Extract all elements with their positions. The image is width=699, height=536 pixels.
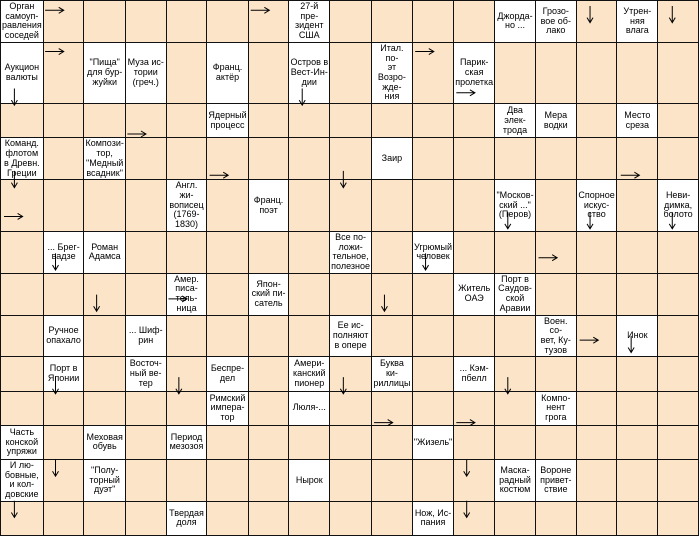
clue-cell: Место среза (617, 104, 657, 137)
answer-cell[interactable] (536, 138, 576, 179)
answer-cell[interactable] (577, 392, 617, 425)
answer-cell[interactable] (577, 502, 617, 535)
answer-cell[interactable] (413, 316, 453, 357)
clue-cell: "Москов- ский ..." (Перов) (495, 180, 535, 231)
answer-cell[interactable] (44, 1, 84, 42)
answer-cell[interactable] (330, 502, 371, 535)
answer-cell[interactable] (44, 460, 84, 501)
answer-cell[interactable] (167, 316, 207, 357)
answer-cell[interactable] (249, 357, 289, 390)
answer-cell[interactable] (1, 104, 43, 137)
clue-cell: Грозо- вое об- лако (536, 1, 576, 42)
answer-cell[interactable] (413, 43, 453, 103)
answer-cell[interactable] (249, 502, 289, 535)
answer-cell[interactable] (1, 274, 43, 315)
answer-cell[interactable] (495, 502, 535, 535)
answer-cell[interactable] (1, 316, 43, 357)
answer-cell[interactable] (536, 426, 576, 459)
answer-cell[interactable] (1, 392, 43, 425)
clue-cell: Джорда- но ... (495, 1, 535, 42)
answer-cell[interactable] (495, 426, 535, 459)
answer-cell[interactable] (249, 392, 289, 425)
answer-cell[interactable] (372, 426, 412, 459)
answer-cell[interactable] (617, 138, 657, 179)
answer-cell[interactable] (289, 104, 329, 137)
answer-cell[interactable] (372, 502, 412, 535)
answer-cell[interactable] (84, 1, 124, 42)
answer-cell[interactable] (207, 426, 247, 459)
clue-cell: Два элек- трода (495, 104, 535, 137)
clue-cell: Римский импера- тор (207, 392, 247, 425)
answer-cell[interactable] (84, 274, 124, 315)
clue-cell: Нырок (289, 460, 329, 501)
answer-cell[interactable] (44, 104, 84, 137)
answer-cell[interactable] (413, 1, 453, 42)
answer-cell[interactable] (126, 180, 166, 231)
answer-cell[interactable] (167, 1, 207, 42)
answer-cell[interactable] (289, 426, 329, 459)
answer-cell[interactable] (658, 392, 698, 425)
answer-cell[interactable] (249, 43, 289, 103)
answer-cell[interactable] (44, 180, 84, 231)
answer-cell[interactable] (126, 502, 166, 535)
clue-cell: Спорное искус- ство (577, 180, 617, 231)
answer-cell[interactable] (658, 502, 698, 535)
answer-cell[interactable] (372, 274, 412, 315)
answer-cell[interactable] (1, 180, 43, 231)
answer-cell[interactable] (413, 180, 453, 231)
answer-cell[interactable] (577, 460, 617, 501)
clue-cell: Люля-... (289, 392, 329, 425)
answer-cell[interactable] (84, 180, 124, 231)
answer-cell[interactable] (126, 460, 166, 501)
answer-cell[interactable] (617, 460, 657, 501)
answer-cell[interactable] (495, 138, 535, 179)
answer-cell[interactable] (167, 43, 207, 103)
answer-cell[interactable] (84, 104, 124, 137)
answer-cell[interactable] (207, 502, 247, 535)
answer-cell[interactable] (207, 316, 247, 357)
clue-cell: ... Брег- вадзе (44, 232, 84, 273)
answer-cell[interactable] (207, 460, 247, 501)
answer-cell[interactable] (126, 1, 166, 42)
answer-cell[interactable] (330, 138, 371, 179)
answer-cell[interactable] (577, 43, 617, 103)
answer-cell[interactable] (372, 392, 412, 425)
answer-cell[interactable] (617, 274, 657, 315)
answer-cell[interactable] (44, 426, 84, 459)
clue-cell: "Жизель" (413, 426, 453, 459)
answer-cell[interactable] (1, 357, 43, 390)
answer-cell[interactable] (536, 180, 576, 231)
answer-cell[interactable] (1, 502, 43, 535)
clue-cell: 27-й пре- зидент США (289, 1, 329, 42)
answer-cell[interactable] (495, 357, 535, 390)
answer-cell[interactable] (495, 392, 535, 425)
answer-cell[interactable] (577, 316, 617, 357)
answer-cell[interactable] (617, 357, 657, 390)
answer-cell[interactable] (249, 426, 289, 459)
answer-cell[interactable] (330, 460, 371, 501)
answer-cell[interactable] (454, 316, 494, 357)
answer-cell[interactable] (289, 274, 329, 315)
answer-cell[interactable] (658, 357, 698, 390)
answer-cell[interactable] (126, 104, 166, 137)
clue-cell: Команд. флотом в Древн. Греции (1, 138, 43, 179)
clue-cell: Аукцион валюты (1, 43, 43, 103)
answer-cell[interactable] (249, 138, 289, 179)
answer-cell[interactable] (536, 43, 576, 103)
answer-cell[interactable] (126, 392, 166, 425)
clue-cell: Парик- ская пролетка (454, 43, 494, 103)
answer-cell[interactable] (413, 392, 453, 425)
clue-cell: Неви- димка, болото (658, 180, 698, 231)
clue-cell: Франц. поэт (249, 180, 289, 231)
clue-cell: Компо- нент грога (536, 392, 576, 425)
clue-cell: И лю- бовные, и кол- довские (1, 460, 43, 501)
answer-cell[interactable] (126, 274, 166, 315)
answer-cell[interactable] (207, 1, 247, 42)
clue-cell: Ее ис- полняют в опере (330, 316, 371, 357)
answer-cell[interactable] (617, 180, 657, 231)
answer-cell[interactable] (289, 138, 329, 179)
answer-cell[interactable] (167, 138, 207, 179)
clue-cell: Роман Адамса (84, 232, 124, 273)
answer-cell[interactable] (454, 180, 494, 231)
answer-cell[interactable] (126, 426, 166, 459)
answer-cell[interactable] (249, 460, 289, 501)
answer-cell[interactable] (454, 502, 494, 535)
answer-cell[interactable] (577, 104, 617, 137)
clue-cell: Ядерный процесс (207, 104, 247, 137)
answer-cell[interactable] (413, 138, 453, 179)
clue-cell: Беспре- дел (207, 357, 247, 390)
answer-cell[interactable] (330, 1, 371, 42)
answer-cell[interactable] (536, 502, 576, 535)
answer-cell[interactable] (372, 180, 412, 231)
answer-cell[interactable] (84, 357, 124, 390)
answer-cell[interactable] (126, 138, 166, 179)
clue-cell: Амери- канский пионер (289, 357, 329, 390)
answer-cell[interactable] (330, 104, 371, 137)
answer-cell[interactable] (167, 357, 207, 390)
answer-cell[interactable] (454, 460, 494, 501)
answer-cell[interactable] (454, 1, 494, 42)
answer-cell[interactable] (658, 316, 698, 357)
clue-cell: Остров в Вест-Ин- дии (289, 43, 329, 103)
answer-cell[interactable] (249, 1, 289, 42)
answer-cell[interactable] (495, 232, 535, 273)
answer-cell[interactable] (207, 180, 247, 231)
answer-cell[interactable] (330, 180, 371, 231)
answer-cell[interactable] (167, 460, 207, 501)
clue-cell: Твердая доля (167, 502, 207, 535)
answer-cell[interactable] (167, 104, 207, 137)
answer-cell[interactable] (454, 392, 494, 425)
answer-cell[interactable] (577, 232, 617, 273)
clue-cell: Вороне привет- ствие (536, 460, 576, 501)
answer-cell[interactable] (658, 43, 698, 103)
answer-cell[interactable] (658, 138, 698, 179)
answer-cell[interactable] (330, 43, 371, 103)
clue-cell: Нож, Ис- пания (413, 502, 453, 535)
clue-cell: Муза ис- тории (греч.) (126, 43, 166, 103)
answer-cell[interactable] (617, 232, 657, 273)
answer-cell[interactable] (658, 274, 698, 315)
answer-cell[interactable] (495, 43, 535, 103)
clue-cell: "Полу- торный дуэт" (84, 460, 124, 501)
answer-cell[interactable] (413, 104, 453, 137)
answer-cell[interactable] (126, 232, 166, 273)
clue-cell: Порт в Японии (44, 357, 84, 390)
answer-cell[interactable] (658, 460, 698, 501)
clue-cell: Япон- ский пи- сатель (249, 274, 289, 315)
clue-cell: ... Кэм- пбелл (454, 357, 494, 390)
answer-cell[interactable] (413, 274, 453, 315)
answer-cell[interactable] (617, 43, 657, 103)
answer-cell[interactable] (330, 357, 371, 390)
answer-cell[interactable] (44, 43, 84, 103)
clue-cell: Инок (617, 316, 657, 357)
answer-cell[interactable] (658, 232, 698, 273)
clue-cell: Часть конской упряжи (1, 426, 43, 459)
answer-cell[interactable] (658, 426, 698, 459)
answer-cell[interactable] (617, 502, 657, 535)
clue-cell: Орган самоуп- равления соседей (2, 1, 42, 41)
clue-cell: Ручное опахало (44, 316, 84, 357)
answer-cell[interactable] (454, 104, 494, 137)
clue-cell: Меховая обувь (84, 426, 124, 459)
answer-cell[interactable] (44, 392, 84, 425)
answer-cell[interactable] (577, 426, 617, 459)
clue-cell: Угрюмый человек (413, 232, 453, 273)
answer-cell[interactable] (84, 502, 124, 535)
clue-cell: Воен. со- вет, Ку- тузов (536, 316, 576, 357)
clue-cell: "Пища" для бур- жуйки (84, 43, 124, 103)
answer-cell[interactable] (372, 232, 412, 273)
answer-cell[interactable] (454, 232, 494, 273)
clue-cell: Компози- тор, "Медный всадник" (85, 138, 124, 178)
answer-cell[interactable] (207, 274, 247, 315)
clue-cell: Период мезозоя (167, 426, 207, 459)
answer-cell[interactable] (249, 104, 289, 137)
answer-cell[interactable] (84, 392, 124, 425)
clue-cell: Утрен- няя влага (617, 1, 657, 42)
answer-cell[interactable] (454, 138, 494, 179)
answer-cell[interactable] (413, 357, 453, 390)
clue-cell: Франц. актёр (207, 43, 247, 103)
clue-cell: Все по- ложи- тельное, полезное (331, 231, 371, 271)
answer-cell[interactable] (330, 274, 371, 315)
answer-cell[interactable] (617, 426, 657, 459)
answer-cell[interactable] (658, 104, 698, 137)
answer-cell[interactable] (495, 316, 535, 357)
answer-cell[interactable] (289, 316, 329, 357)
answer-cell[interactable] (289, 232, 329, 273)
answer-cell[interactable] (372, 104, 412, 137)
answer-cell[interactable] (207, 232, 247, 273)
answer-cell[interactable] (577, 357, 617, 390)
answer-cell[interactable] (372, 1, 412, 42)
clue-cell: Житель ОАЭ (454, 274, 494, 315)
answer-cell[interactable] (44, 274, 84, 315)
clue-cell: Заир (372, 138, 412, 179)
answer-cell[interactable] (289, 180, 329, 231)
answer-cell[interactable] (577, 274, 617, 315)
clue-cell: Маска- радный костюм (495, 460, 535, 501)
answer-cell[interactable] (413, 460, 453, 501)
answer-cell[interactable] (454, 426, 494, 459)
answer-cell[interactable] (536, 274, 576, 315)
clue-cell: Буква ки- риллицы (372, 357, 412, 390)
clue-cell: Амер. писа- тель- ница (167, 274, 207, 315)
answer-cell[interactable] (207, 138, 247, 179)
clue-cell: Итал. по- эт Возро- жде- ния (372, 43, 412, 103)
answer-cell[interactable] (577, 138, 617, 179)
clue-cell: Мера водки (536, 104, 576, 137)
answer-cell[interactable] (372, 316, 412, 357)
answer-cell[interactable] (617, 392, 657, 425)
answer-cell[interactable] (1, 232, 43, 273)
answer-cell[interactable] (44, 502, 84, 535)
answer-cell[interactable] (167, 392, 207, 425)
answer-cell[interactable] (536, 232, 576, 273)
answer-cell[interactable] (249, 316, 289, 357)
clue-cell: Восточ- ный ве- тер (126, 357, 166, 390)
clue-cell: Англ. жи- вописец (1769- 1830) (167, 180, 207, 231)
answer-cell[interactable] (372, 460, 412, 501)
answer-cell[interactable] (658, 1, 698, 42)
clue-cell: Порт в Саудов- ской Аравии (495, 274, 535, 315)
answer-cell[interactable] (330, 426, 371, 459)
answer-cell[interactable] (249, 232, 289, 273)
answer-cell[interactable] (44, 138, 84, 179)
clue-cell: ... Шиф- рин (126, 316, 166, 357)
answer-cell[interactable] (84, 316, 124, 357)
answer-cell[interactable] (330, 392, 371, 425)
answer-cell[interactable] (536, 357, 576, 390)
answer-cell[interactable] (577, 1, 617, 42)
answer-cell[interactable] (167, 232, 207, 273)
answer-cell[interactable] (289, 502, 329, 535)
